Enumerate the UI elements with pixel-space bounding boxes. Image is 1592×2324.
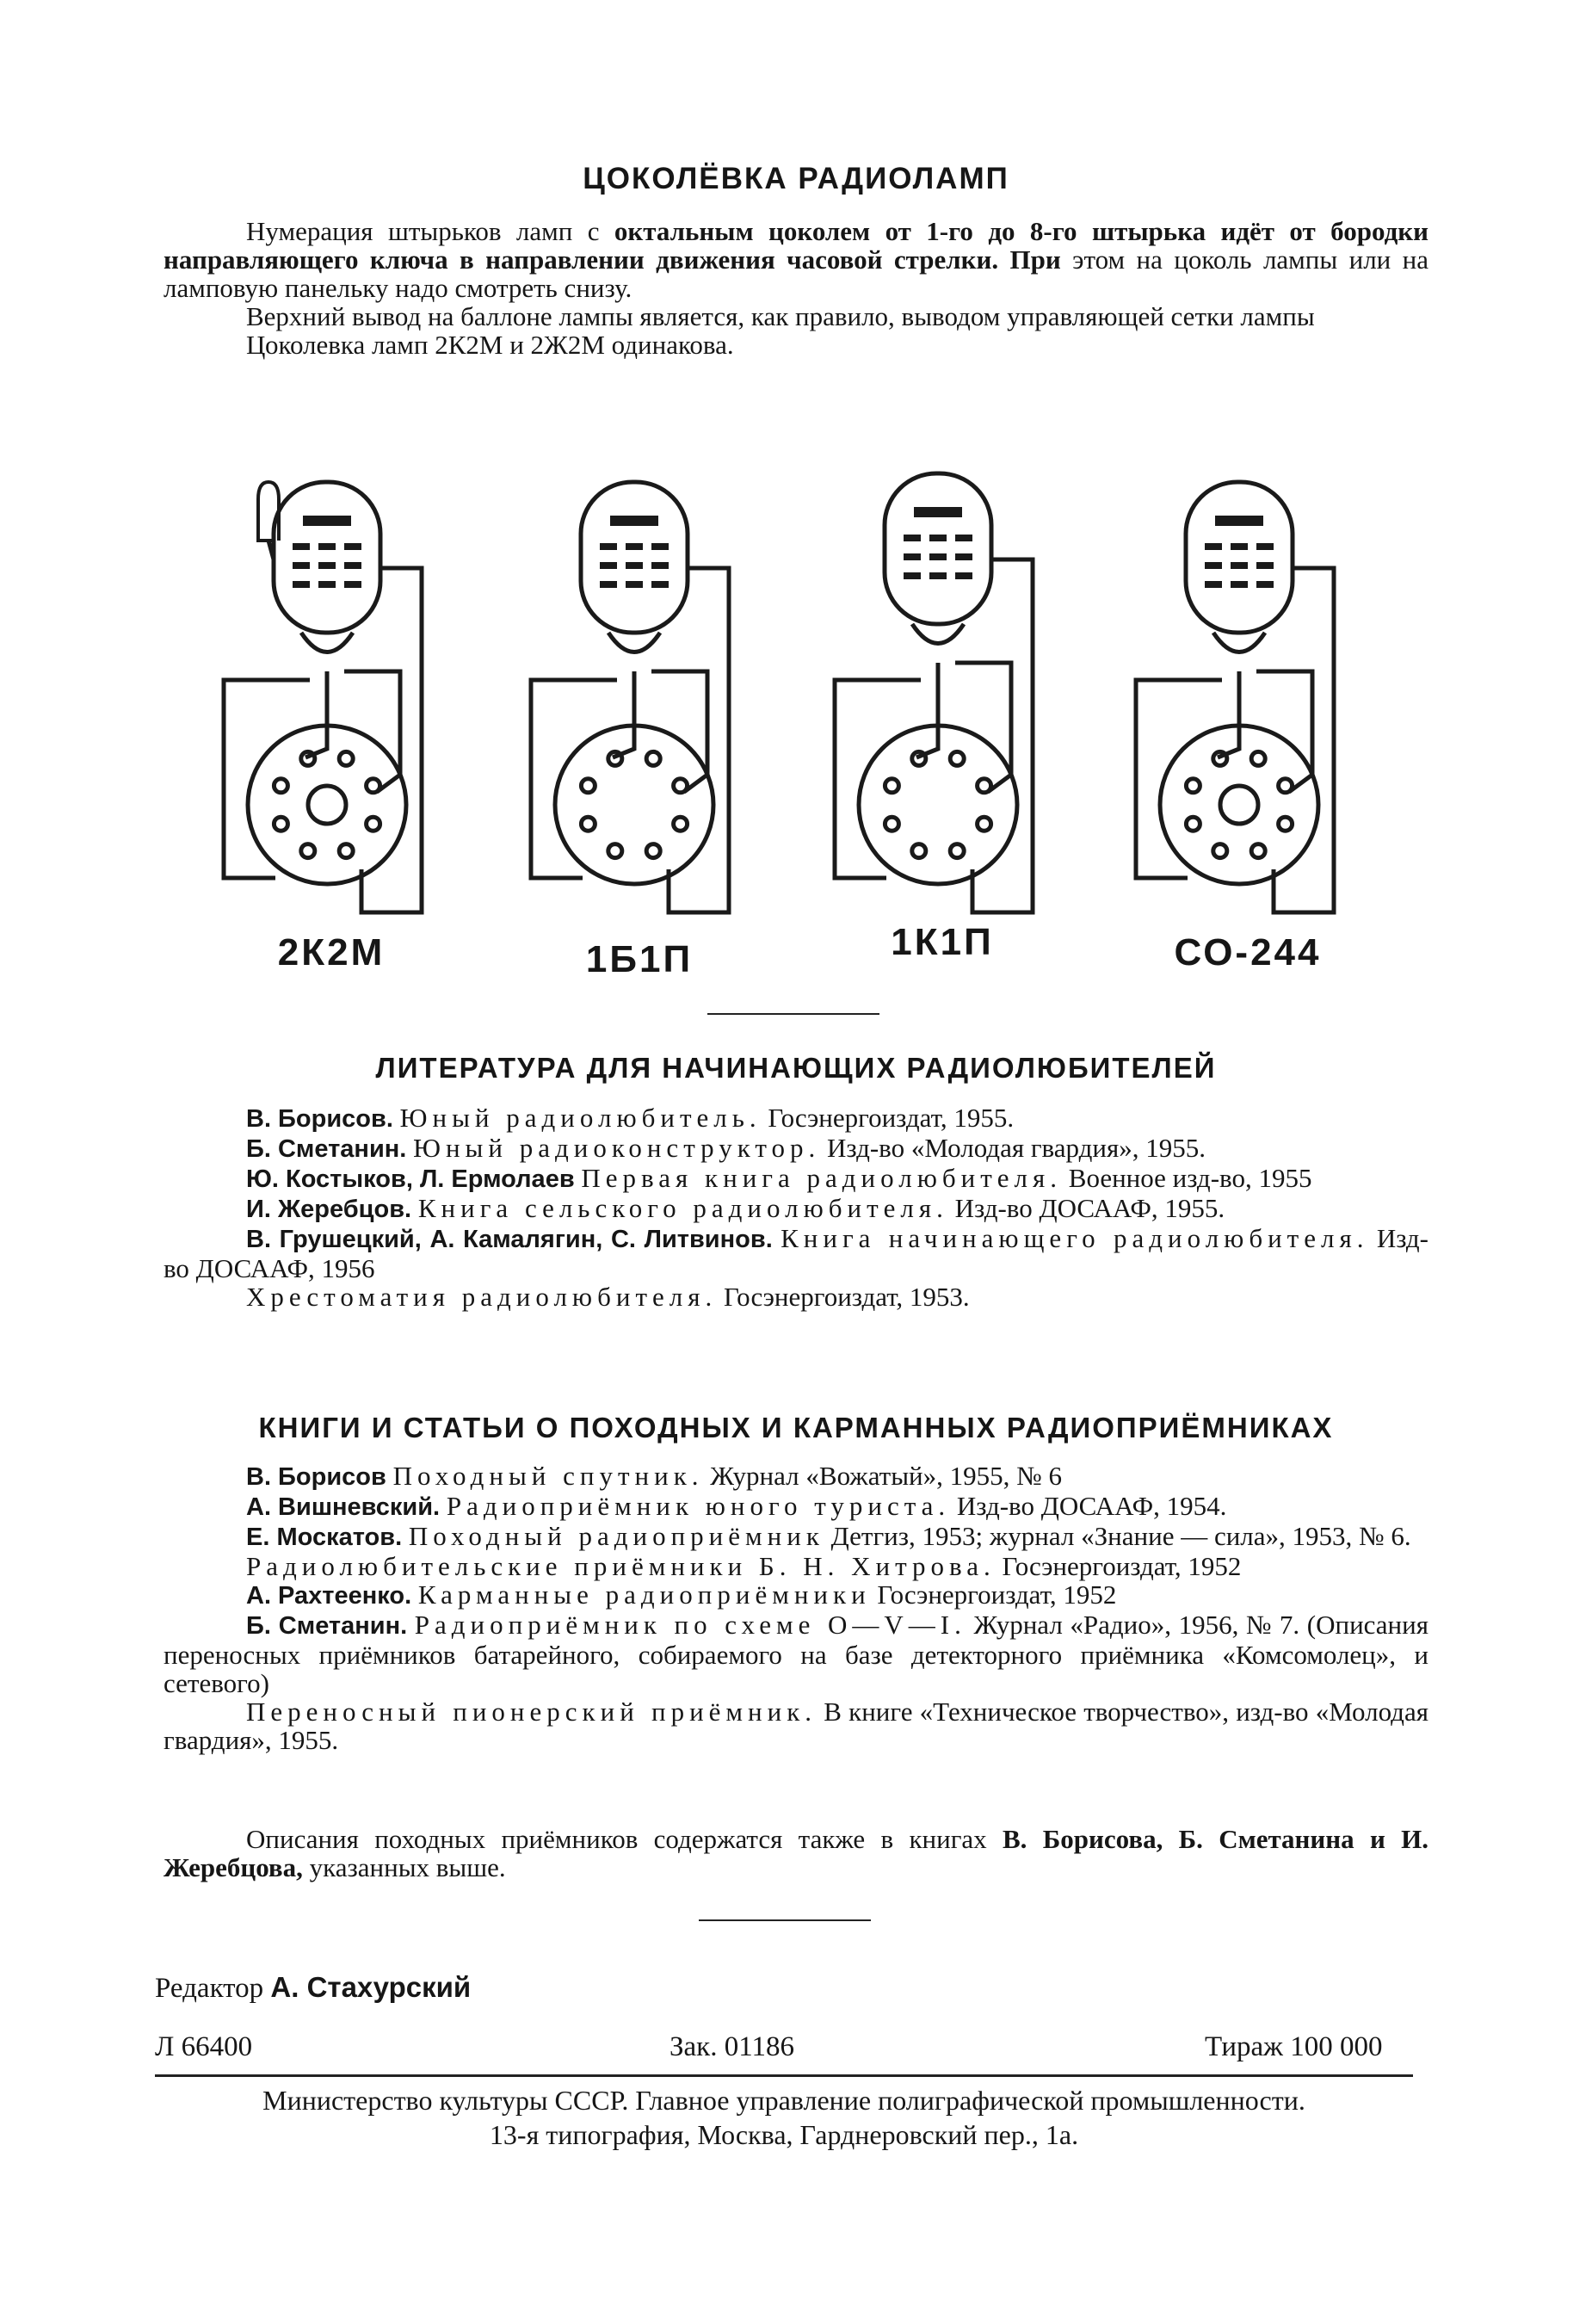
tube-2k2m-pin: [339, 751, 353, 765]
publisher-line-2: 13-я типография, Москва, Гарднеровский пер., 1а.: [489, 2119, 1079, 2150]
tube-co244-pin: [1279, 817, 1293, 831]
books-publication: Госэнергоиздат, 1952: [877, 1579, 1117, 1610]
tube-co244-pin: [1186, 779, 1200, 793]
literature-list: [164, 1103, 1428, 1311]
literature-work-title: Первая книга радиолюбителя.: [581, 1163, 1063, 1193]
books-list: [164, 1462, 1428, 1754]
editor-name: А. Стахурский: [270, 1971, 472, 2003]
tube-1b1p-envelope: [581, 482, 688, 633]
books-work-title: Радиолюбительские приёмники Б. Н. Хитрова.: [246, 1551, 996, 1581]
tube-1b1p-pin: [646, 751, 660, 765]
tube-1k1p-pin: [885, 817, 898, 831]
books-author: В. Борисов: [246, 1463, 386, 1491]
tube-co244-neck: [1213, 633, 1265, 652]
tube-1b1p-wire-left: [531, 680, 617, 878]
tube-label-1k1p: 1К1П: [891, 921, 994, 963]
literature-publication: Изд-во «Молодая гвардия», 1955.: [827, 1133, 1206, 1163]
tube-co244-key: [1220, 786, 1258, 824]
literature-item: [164, 1103, 1428, 1134]
books-work-title: Походный радиоприёмник: [408, 1521, 824, 1551]
tube-co244-pin: [1213, 844, 1227, 858]
tube-1b1p-pin: [646, 844, 660, 858]
literature-author: И. Жеребцов.: [246, 1196, 412, 1223]
books-work-title: Переносный пионерский приёмник.: [246, 1697, 818, 1727]
tube-2k2m-wire-left: [224, 680, 310, 878]
books-closing-start: Описания походных приёмников содержатся также в книгах: [246, 1824, 1003, 1854]
tube-1k1p-pin: [950, 844, 964, 858]
literature-publication: Госэнергоиздат, 1953.: [723, 1282, 970, 1312]
literature-item: [164, 1224, 1428, 1283]
tube-label-2k2m: 2К2М: [277, 931, 386, 973]
books-item: [164, 1552, 1428, 1580]
literature-work-title: Юный радиолюбитель.: [399, 1103, 762, 1133]
order-number: Зак. 01186: [670, 2031, 794, 2062]
tube-1b1p-pin: [581, 779, 595, 793]
tube-2k2m-pin: [301, 844, 315, 858]
tube-1k1p-pin: [885, 779, 898, 793]
books-title: КНИГИ И СТАТЬИ О ПОХОДНЫХ И КАРМАННЫХ РАДИОПРИЁМНИКАХ: [258, 1412, 1334, 1443]
tube-1k1p-envelope: [885, 473, 991, 624]
books-publication: Журнал «Радио», 1956, № 7. (Описания переносных приёмников батарейного, собираемого на базе детекторного приёмника «Комсомолец», и сетевого): [164, 1610, 1428, 1698]
tube-1b1p-pin: [581, 817, 595, 831]
tube-2k2m-pin: [274, 779, 287, 793]
pinout-paragraph-2: Верхний вывод на баллоне лампы является, как правило, выводом управляющей сетки лампы: [246, 301, 1315, 331]
pinout-p1-end: этом на цоколь лампы или на ламповую панельку надо смотреть снизу.: [164, 244, 1429, 303]
tube-co244-pin: [1251, 751, 1265, 765]
books-publication: Госэнергоиздат, 1952: [1002, 1551, 1242, 1581]
tube-co244-wire-center: [1218, 671, 1239, 757]
tube-2k2m-envelope: [274, 482, 380, 633]
tube-1k1p-neck: [912, 624, 964, 644]
imprint-rule: [155, 2074, 1413, 2077]
literature-title: ЛИТЕРАТУРА ДЛЯ НАЧИНАЮЩИХ РАДИОЛЮБИТЕЛЕЙ: [375, 1052, 1217, 1084]
literature-item: [164, 1194, 1428, 1224]
pinout-paragraph-3: Цоколевка ламп 2К2М и 2Ж2М одинакова.: [246, 330, 734, 360]
tube-2k2m-wire-center: [305, 671, 327, 757]
tube-2k2m-neck: [301, 633, 353, 652]
books-publication: Детгиз, 1953; журнал «Знание — сила», 1953, № 6.: [830, 1521, 1411, 1551]
tube-2k2m-key: [308, 786, 346, 824]
tube-1b1p-pin: [608, 844, 622, 858]
divider-2: [699, 1919, 871, 1921]
tube-1k1p-pin: [978, 817, 991, 831]
publication-code: Л 66400: [155, 2031, 253, 2062]
editor-line: [155, 1971, 471, 2005]
tube-2k2m-pin: [274, 817, 287, 831]
books-item: [164, 1697, 1428, 1754]
tube-co244-pin: [1186, 817, 1200, 831]
literature-item: [164, 1164, 1428, 1194]
literature-item: [164, 1283, 1428, 1311]
literature-work-title: Книга сельского радиолюбителя.: [417, 1193, 948, 1223]
literature-publication: Изд-во ДОСААФ, 1955.: [954, 1193, 1225, 1223]
tube-1k1p-pin: [950, 751, 964, 765]
tube-2k2m-pin: [339, 844, 353, 858]
books-item: [164, 1610, 1428, 1697]
tube-label-1b1p: 1Б1П: [585, 938, 694, 980]
publisher-line-1: Министерство культуры СССР. Главное управление полиграфической промышленности.: [262, 2085, 1305, 2116]
literature-author: Ю. Костыков, Л. Ермолаев: [246, 1165, 575, 1193]
books-work-title: Радиоприёмник по схеме О—V—I.: [414, 1610, 966, 1640]
books-work-title: Радиоприёмник юного туриста.: [446, 1491, 951, 1521]
books-item: [164, 1522, 1428, 1552]
books-closing-authors: В. Борисова, Б. Сметанина и И. Жеребцова,: [164, 1824, 1428, 1882]
literature-item: [164, 1134, 1428, 1164]
tube-1k1p-pin: [912, 844, 926, 858]
tube-1k1p-wire-left: [835, 680, 921, 878]
pinout-title: ЦОКОЛЁВКА РАДИОЛАМП: [583, 162, 1009, 195]
literature-work-title: Хрестоматия радиолюбителя.: [246, 1282, 718, 1312]
books-work-title: Карманные радиоприёмники: [417, 1579, 871, 1610]
books-item: [164, 1580, 1428, 1610]
books-publication: Журнал «Вожатый», 1955, № 6: [710, 1461, 1062, 1491]
literature-work-title: Книга начинающего радиолюбителя.: [781, 1223, 1369, 1253]
literature-work-title: Юный радиоконструктор.: [413, 1133, 821, 1163]
books-author: Е. Москатов.: [246, 1524, 403, 1551]
books-publication: В книге «Техническое творчество», изд-во «Молодая гвардия», 1955.: [164, 1697, 1428, 1755]
literature-publication: Изд-во ДОСААФ, 1956: [164, 1223, 1428, 1283]
books-publication: Изд-во ДОСААФ, 1954.: [956, 1491, 1227, 1521]
pinout-p1-start: Нумерация штырьков ламп с: [246, 216, 614, 246]
books-author: А. Рахтеенко.: [246, 1582, 412, 1610]
books-work-title: Походный спутник.: [392, 1461, 704, 1491]
literature-author: В. Борисов.: [246, 1105, 393, 1133]
tube-2k2m-pin: [367, 817, 380, 831]
literature-publication: Госэнергоиздат, 1955.: [768, 1103, 1015, 1133]
books-author: Б. Сметанин.: [246, 1612, 408, 1640]
tube-1k1p-wire-inner: [955, 663, 1011, 792]
literature-author: В. Грушецкий, А. Камалягин, С. Литвинов.: [246, 1226, 773, 1253]
literature-author: Б. Сметанин.: [246, 1135, 407, 1163]
tube-1b1p-pin: [674, 817, 688, 831]
tube-label-co244: СО-244: [1174, 931, 1322, 973]
tube-co244-wire-left: [1136, 680, 1222, 878]
books-closing: [164, 1825, 1428, 1882]
tube-1b1p-wire-center: [613, 671, 634, 757]
books-author: А. Вишневский.: [246, 1493, 441, 1521]
print-run: Тираж 100 000: [1205, 2031, 1383, 2062]
tube-co244-pin: [1251, 844, 1265, 858]
books-closing-end: указанных выше.: [302, 1852, 506, 1882]
books-item: [164, 1492, 1428, 1522]
tube-1b1p-neck: [608, 633, 660, 652]
literature-publication: Военное изд-во, 1955: [1068, 1163, 1312, 1193]
pinout-paragraph-1: [164, 217, 1428, 302]
tube-1k1p-wire-right: [972, 559, 1033, 912]
pinout-p1-bold: октальным цоколем от 1-го до 8-го штырька идёт от бородки направляющего ключа в направлении движения часовой стрелки. При: [164, 216, 1428, 275]
tube-1k1p-wire-center: [916, 663, 938, 757]
books-item: [164, 1462, 1428, 1492]
editor-label: Редактор: [155, 1973, 264, 2004]
pinout-text: [164, 217, 1428, 359]
tube-co244-envelope: [1186, 482, 1293, 633]
divider-1: [707, 1013, 879, 1015]
